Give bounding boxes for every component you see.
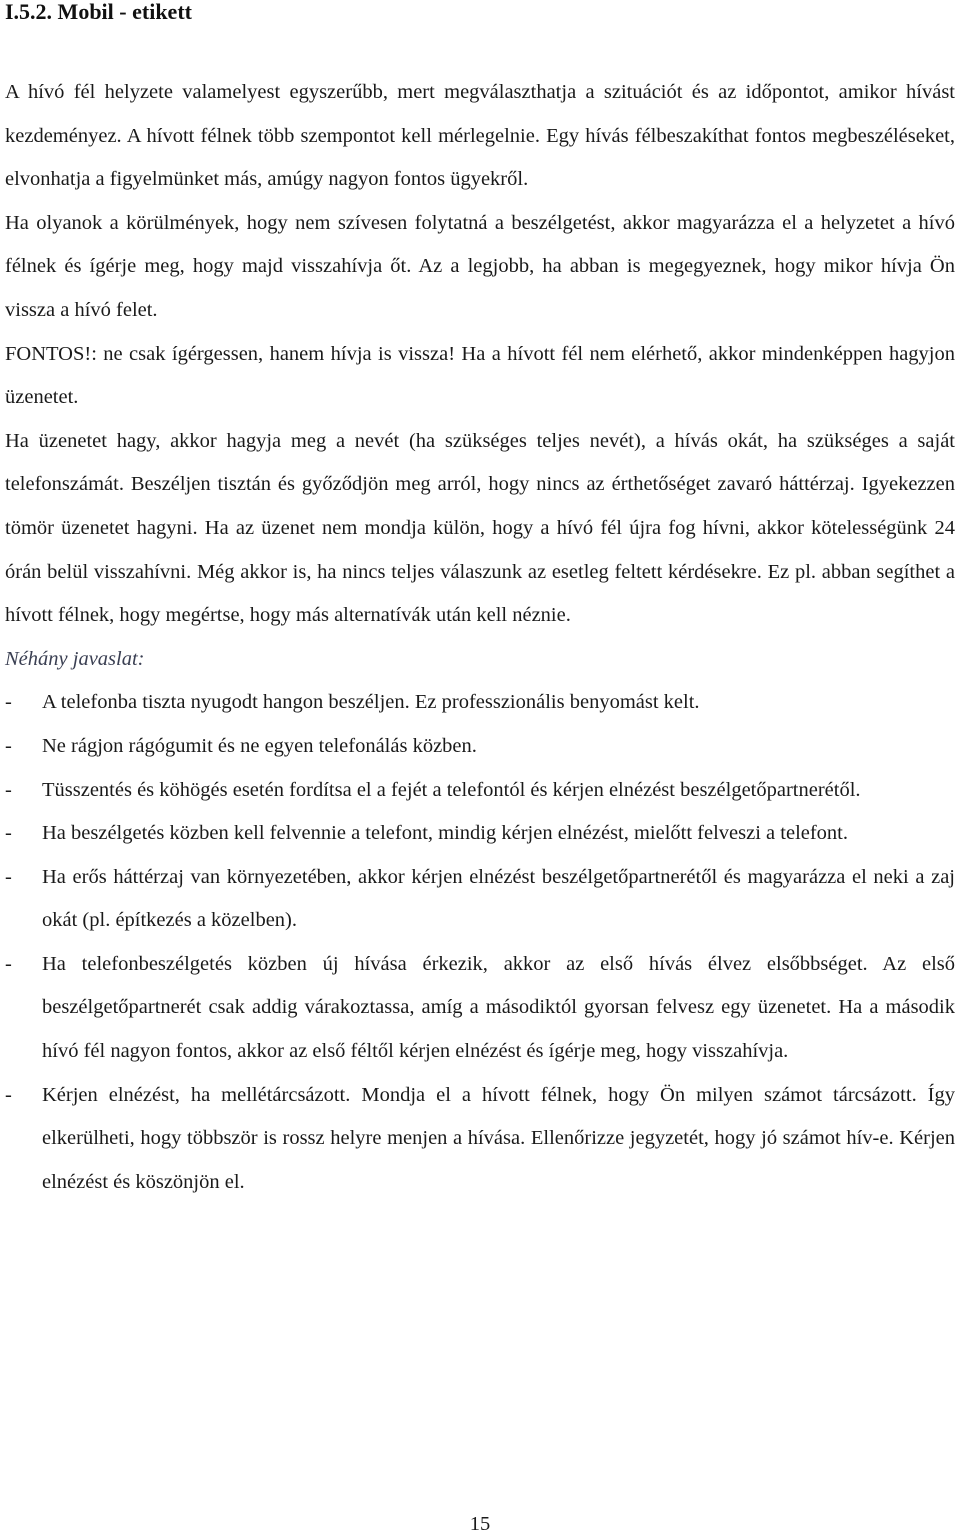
list-item-text: Ne rágjon rágógumit és ne egyen telefonálás közben. <box>42 734 477 757</box>
bullet-dash: - <box>5 952 12 975</box>
list-item-text: Tüsszentés és köhögés esetén fordítsa el a fejét a telefontól és kérjen elnézést beszélgetőpartnerétől. <box>42 778 861 801</box>
list-item <box>5 769 955 813</box>
bullet-dash: - <box>5 1083 12 1106</box>
page-number: 15 <box>469 1513 491 1535</box>
paragraph-intro: A hívó fél helyzete valamelyest egyszerűbb, mert megválaszthatja a szituációt és az időpontot, amikor hívást kezdeményez. A hívott félnek több szempontot kell mérlegelnie. Egy hívás félbeszakíthat fontos megbeszéléseket, elvonhatja a figyelmünket más, amúgy nagyon fontos ügyekről. <box>5 81 955 191</box>
list-item-text: A telefonba tiszta nyugodt hangon beszéljen. Ez professzionális benyomást kelt. <box>42 691 700 714</box>
list-item-text: Ha telefonbeszélgetés közben új hívása érkezik, akkor az első hívás élvez elsőbbséget. Az első beszélgetőpartnerét csak addig várakoztassa, amíg a másodiktól gyorsan felvesz egy üzenetet. Ha a második hívó fél nagyon fontos, akkor az első féltől kérjen elnézést és ígérje meg, hogy visszahívja. <box>42 952 955 1063</box>
list-item-text: Kérjen elnézést, ha mellétárcsázott. Mondja el a hívott félnek, hogy Ön milyen számot tárcsázott. Így elkerülheti, hogy többször is rossz helyre menjen a hívása. Ellenőrizze jegyzetét, hogy jó számot hív-e. Kérjen elnézést és köszönjön el. <box>42 1083 955 1193</box>
paragraph-voicemail: Ha üzenetet hagy, akkor hagyja meg a nevét (ha szükséges teljes nevét), a hívás okát, ha szükséges a saját telefonszámát. Beszéljen tisztán és győződjön meg arról, hogy nincs az érthetőséget zavaró háttérzaj. Igyekezzen tömör üzenetet hagyni. Ha az üzenet nem mondja külön, hogy a hívó fél újra fog hívni, akkor kötelességünk 24 órán belül visszahívni. Még akkor is, ha nincs teljes válaszunk az esetleg feltett kérdésekre. Ez pl. abban segíthet a hívott félnek, hogy megértse, hogy más alternatívák után kell néznie. <box>5 429 955 627</box>
list-item <box>5 812 955 856</box>
paragraph-important-note: FONTOS!: ne csak ígérgessen, hanem hívja is vissza! Ha a hívott fél nem elérhető, akkor mindenképpen hagyjon üzenetet. <box>5 342 955 409</box>
list-item <box>5 943 955 1074</box>
bullet-dash: - <box>5 822 12 845</box>
list-item-text: Ha erős háttérzaj van környezetében, akkor kérjen elnézést beszélgetőpartnerétől és magyarázza el neki a zaj okát (pl. építkezés a közelben). <box>42 865 955 932</box>
list-item <box>5 856 955 943</box>
body-text <box>5 71 955 1204</box>
bullet-dash: - <box>5 691 12 714</box>
list-item <box>5 1074 955 1205</box>
list-item <box>5 725 955 769</box>
paragraph-circumstances: Ha olyanok a körülmények, hogy nem szívesen folytatná a beszélgetést, akkor magyarázza el a helyzetet a hívó félnek és ígérje meg, hogy majd visszahívja őt. Az a legjobb, ha abban is megegyeznek, hogy mikor hívja Ön vissza a hívó felet. <box>5 211 955 321</box>
bullet-dash: - <box>5 778 12 801</box>
bullet-dash: - <box>5 734 12 757</box>
list-item <box>5 681 955 725</box>
list-item-text: Ha beszélgetés közben kell felvennie a telefont, mindig kérjen elnézést, mielőtt felveszi a telefont. <box>42 822 849 845</box>
bullet-dash: - <box>5 865 12 888</box>
suggestions-label: Néhány javaslat: <box>5 647 145 670</box>
section-heading: I.5.2. Mobil - etikett <box>5 0 192 24</box>
suggestions-list <box>5 681 955 1204</box>
